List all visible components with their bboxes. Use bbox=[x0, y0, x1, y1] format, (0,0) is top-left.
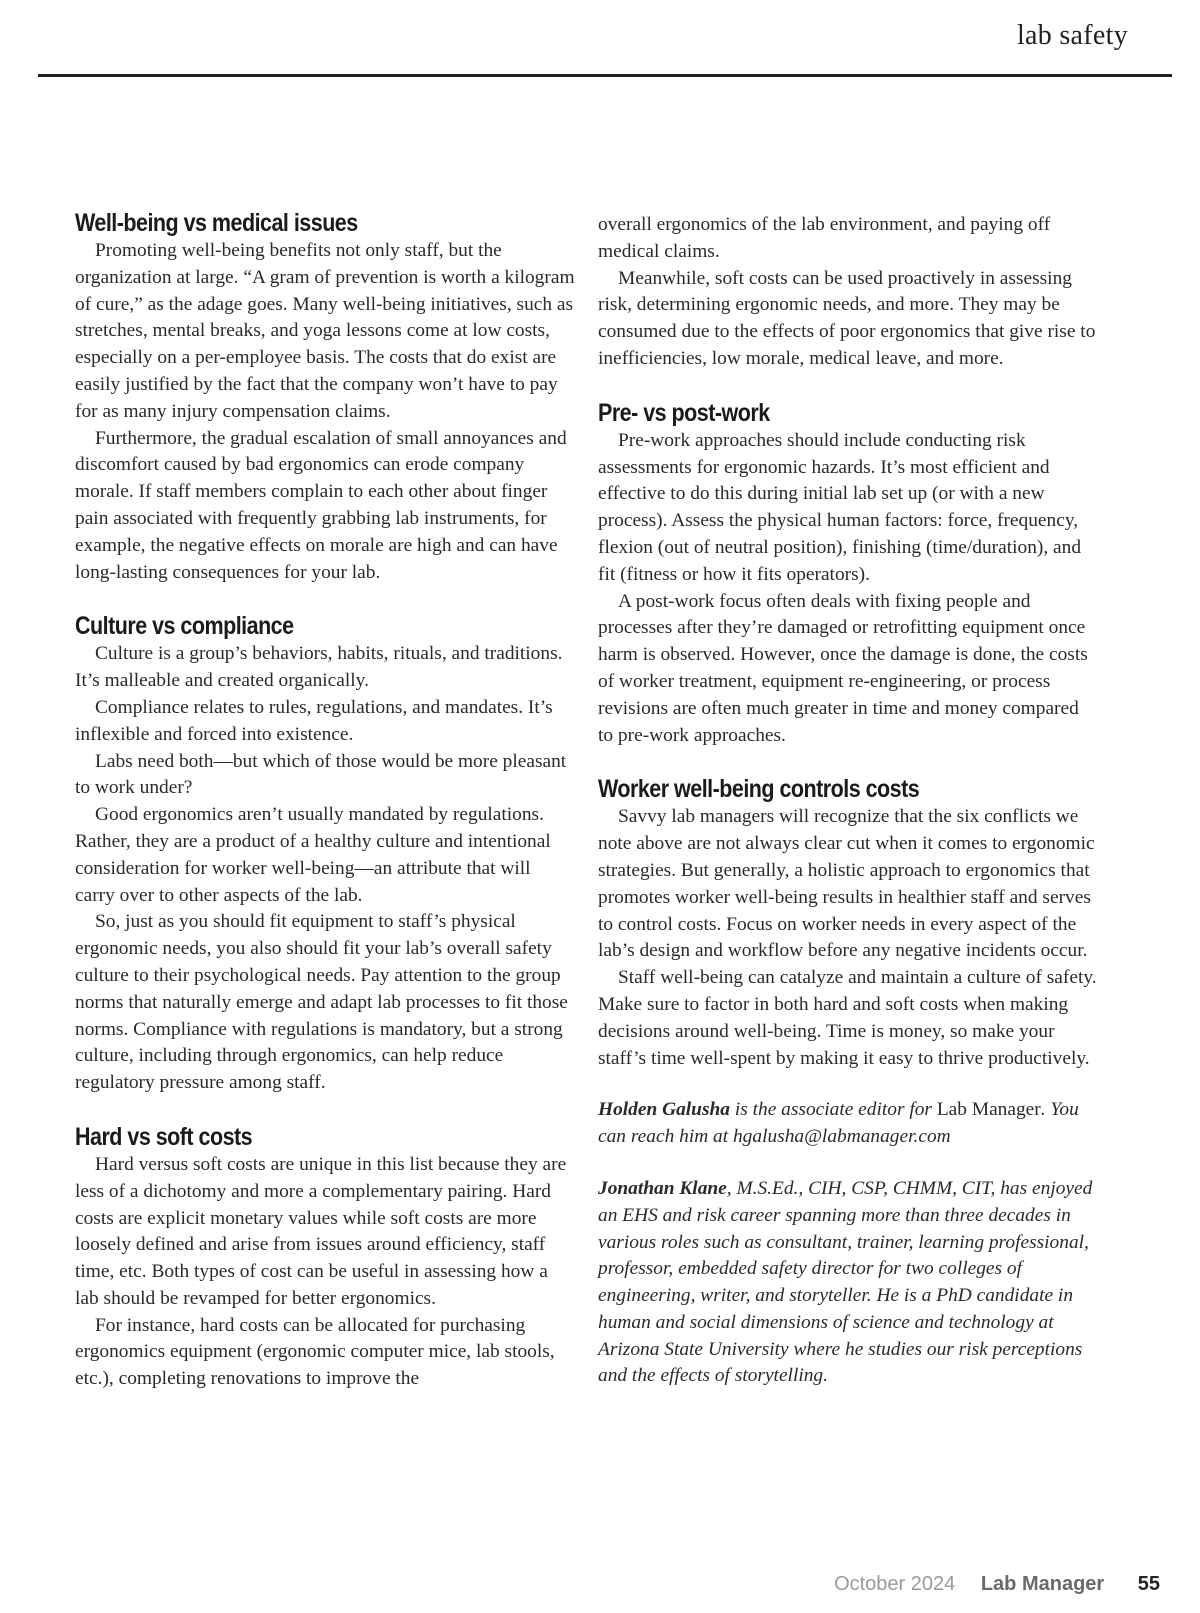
author-bio-holden-galusha bbox=[598, 1097, 1098, 1151]
paragraph: Good ergonomics aren’t usually mandated by regulations. Rather, they are a product of a healthy culture and intentional consideration for worker well-being—an attribute that will carry over to other aspects of the lab. bbox=[75, 804, 551, 906]
paragraph: A post-work focus often deals with fixing people and processes after they’re damaged or retrofitting equipment once harm is observed. However, once the damage is done, the costs of worker treatment, equipment re-engineering, or process revisions are often much greater in time and money compared to pre-work approaches. bbox=[598, 590, 1088, 746]
section-gap bbox=[598, 749, 1098, 774]
section-gap bbox=[75, 1097, 575, 1122]
section-gap bbox=[75, 586, 575, 611]
paragraph: Staff well-being can catalyze and maintain a culture of safety. Make sure to factor in both hard and soft costs when making decisions around well-being. Time is money, so make your staff’s time well-spent by making it easy to thrive productively. bbox=[598, 967, 1097, 1069]
paragraph: Labs need both—but which of those would be more pleasant to work under? bbox=[75, 750, 567, 799]
issue-date: October 2024 bbox=[834, 1573, 956, 1595]
paragraph: Culture is a group’s behaviors, habits, rituals, and traditions. It’s malleable and created organically. bbox=[75, 643, 563, 692]
paragraph: Furthermore, the gradual escalation of small annoyances and discomfort caused by bad ergonomics can erode company morale. If staff members complain to each other about finger pain associated with frequently grabbing lab instruments, for example, the negative effects on morale are high and can have long-lasting consequences for your lab. bbox=[75, 427, 567, 583]
section-tag: lab safety bbox=[1016, 20, 1128, 51]
author-name: Holden Galusha bbox=[598, 1099, 730, 1121]
heading-wellbeing-vs-medical: Well-being vs medical issues bbox=[75, 209, 358, 237]
page-number: 55 bbox=[1137, 1573, 1160, 1595]
section-gap bbox=[598, 1072, 1098, 1097]
bio-text: is the associate editor for bbox=[730, 1099, 937, 1121]
publication-name: Lab Manager bbox=[936, 1099, 1041, 1121]
section-gap bbox=[598, 373, 1098, 398]
bio-text: . You can reach him at hgalusha@labmanager.com bbox=[598, 1099, 1079, 1148]
paragraph: Meanwhile, soft costs can be used proactively in assessing risk, determining ergonomic needs, and more. They may be consumed due to the effects of poor ergonomics that give rise to inefficiencies, low morale, medical leave, and more. bbox=[598, 267, 1096, 369]
paragraph: Compliance relates to rules, regulations, and mandates. It’s inflexible and forced into existence. bbox=[75, 696, 553, 745]
paragraph: Hard versus soft costs are unique in this list because they are less of a dichotomy and more a complementary pairing. Hard costs are explicit monetary values while soft costs are more loosely defined and arise from issues around efficiency, staff time, etc. Both types of cost can be useful in assessing how a lab should be revamped for better ergonomics. bbox=[75, 1153, 567, 1309]
heading-pre-vs-post-work: Pre- vs post-work bbox=[598, 398, 770, 427]
section-gap bbox=[598, 1151, 1098, 1176]
paragraph-continued: overall ergonomics of the lab environment, and paying off medical claims. bbox=[598, 214, 1051, 262]
paragraph: So, just as you should fit equipment to staff’s physical ergonomic needs, you also should fit your lab’s overall safety culture to their psychological needs. Pay attention to the group norms that naturally emerge and adapt lab processes to fit those norms. Compliance with regulations is mandatory, but a strong culture, including through ergonomics, can help reduce regulatory pressure among staff. bbox=[75, 911, 568, 1094]
page-footer bbox=[834, 1573, 1160, 1596]
heading-worker-wellbeing-controls-costs: Worker well-being controls costs bbox=[598, 775, 920, 804]
heading-culture-vs-compliance: Culture vs compliance bbox=[75, 612, 294, 641]
author-name: Jonathan Klane bbox=[598, 1177, 727, 1199]
paragraph: For instance, hard costs can be allocated for purchasing ergonomics equipment (ergonomic computer mice, lab stools, etc.), completing renovations to improve the bbox=[75, 1314, 555, 1390]
paragraph: Savvy lab managers will recognize that the six conflicts we note above are not always clear cut when it comes to ergonomic strategies. But generally, a holistic approach to ergonomics that promotes worker well-being results in healthier staff and serves to control costs. Focus on worker needs in every aspect of the lab’s design and workflow before any negative incidents occur. bbox=[598, 806, 1095, 962]
bio-text: , M.S.Ed., CIH, CSP, CHMM, CIT, has enjoyed an EHS and risk career spanning more than three decades in various roles such as consultant, trainer, learning professional, professor, embedded safety director for two colleges of engineering, writer, and storyteller. He is a PhD candidate in human and social dimensions of science and technology at Arizona State University where he studies our risk perceptions and the effects of storytelling. bbox=[598, 1177, 1093, 1387]
paragraph: Promoting well-being benefits not only staff, but the organization at large. “A gram of prevention is worth a kilogram of cure,” as the adage goes. Many well-being initiatives, such as stretches, mental breaks, and yoga lessons come at low costs, especially on a per-employee basis. The costs that do exist are easily justified by the fact that the company won’t have to pay for as many injury compensation claims. bbox=[75, 240, 575, 422]
paragraph: Pre-work approaches should include conducting risk assessments for ergonomic hazards. It’s most efficient and effective to do this during initial lab set up (or with a new process). Assess the physical human factors: force, frequency, flexion (out of neutral position), finishing (time/duration), and fit (fitness or how it fits operators). bbox=[598, 429, 1082, 585]
magazine-name: Lab Manager bbox=[980, 1573, 1105, 1595]
left-column bbox=[75, 208, 575, 1393]
author-bio-jonathan-klane bbox=[598, 1176, 1098, 1390]
right-column bbox=[598, 212, 1098, 1390]
heading-hard-vs-soft-costs: Hard vs soft costs bbox=[75, 1122, 253, 1151]
header-rule bbox=[38, 74, 1172, 77]
